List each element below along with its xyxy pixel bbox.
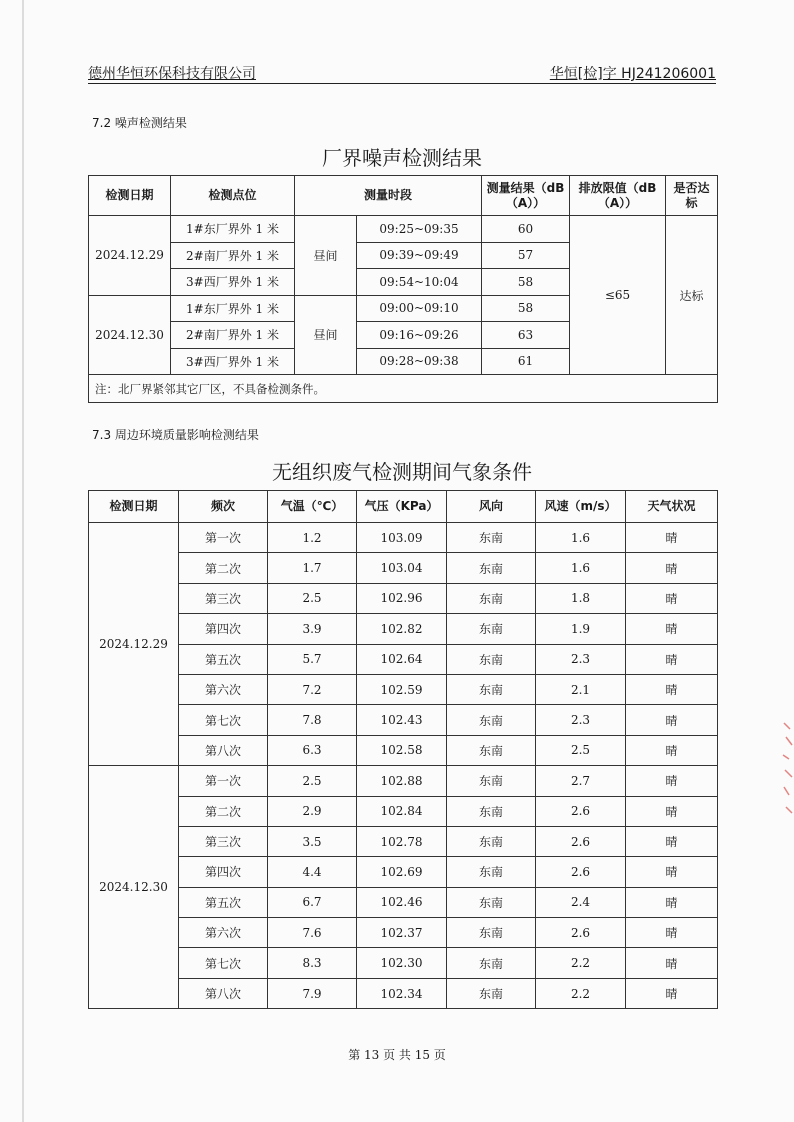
met-table-body <box>89 523 718 1009</box>
col-header-date: 检测日期 <box>89 491 179 523</box>
table-row <box>89 674 718 704</box>
weather-cell: 晴 <box>626 887 718 917</box>
freq-cell: 第一次 <box>179 523 268 553</box>
table-row <box>89 857 718 887</box>
freq-cell: 第七次 <box>179 948 268 978</box>
weather-cell: 晴 <box>626 948 718 978</box>
result-cell: 61 <box>482 348 570 375</box>
pressure-cell: 102.37 <box>357 918 447 948</box>
col-header-compliance: 是否达标 <box>666 176 718 216</box>
wind-speed-cell: 1.6 <box>536 523 626 553</box>
point-cell: 1#东厂界外 1 米 <box>171 295 295 322</box>
table-row <box>89 826 718 856</box>
temp-cell: 8.3 <box>268 948 357 978</box>
date-cell: 2024.12.30 <box>89 766 179 1009</box>
weather-cell: 晴 <box>626 735 718 765</box>
weather-cell: 晴 <box>626 766 718 796</box>
weather-cell: 晴 <box>626 553 718 583</box>
point-cell: 3#西厂界外 1 米 <box>171 348 295 375</box>
freq-cell: 第四次 <box>179 614 268 644</box>
time-cell: 09:16~09:26 <box>357 322 482 349</box>
wind-speed-cell: 2.2 <box>536 978 626 1008</box>
wind-speed-cell: 2.6 <box>536 826 626 856</box>
wind-dir-cell: 东南 <box>447 826 536 856</box>
wind-dir-cell: 东南 <box>447 796 536 826</box>
weather-cell: 晴 <box>626 614 718 644</box>
date-cell: 2024.12.29 <box>89 216 171 296</box>
wind-dir-cell: 东南 <box>447 978 536 1008</box>
time-cell: 09:54~10:04 <box>357 269 482 296</box>
pressure-cell: 102.82 <box>357 614 447 644</box>
wind-dir-cell: 东南 <box>447 523 536 553</box>
wind-speed-cell: 1.9 <box>536 614 626 644</box>
pressure-cell: 102.78 <box>357 826 447 856</box>
wind-speed-cell: 1.8 <box>536 583 626 613</box>
wind-dir-cell: 东南 <box>447 948 536 978</box>
page-binding-edge <box>22 0 24 1122</box>
temp-cell: 7.2 <box>268 674 357 704</box>
table-row <box>89 583 718 613</box>
freq-cell: 第六次 <box>179 674 268 704</box>
date-cell: 2024.12.29 <box>89 523 179 766</box>
col-header-weather: 天气状况 <box>626 491 718 523</box>
temp-cell: 2.5 <box>268 766 357 796</box>
result-cell: 58 <box>482 269 570 296</box>
table-row <box>89 766 718 796</box>
col-header-wind-dir: 风向 <box>447 491 536 523</box>
weather-cell: 晴 <box>626 674 718 704</box>
freq-cell: 第八次 <box>179 978 268 1008</box>
result-cell: 63 <box>482 322 570 349</box>
table-row <box>89 735 718 765</box>
wind-dir-cell: 东南 <box>447 918 536 948</box>
freq-cell: 第五次 <box>179 887 268 917</box>
freq-cell: 第八次 <box>179 735 268 765</box>
temp-cell: 7.6 <box>268 918 357 948</box>
weather-cell: 晴 <box>626 644 718 674</box>
met-section-heading: 7.3 周边环境质量影响检测结果 <box>92 428 259 442</box>
result-cell: 57 <box>482 242 570 269</box>
seal-stamp-fragment <box>780 715 794 825</box>
page-number: 第 13 页 共 15 页 <box>348 1048 446 1062</box>
weather-cell: 晴 <box>626 523 718 553</box>
pressure-cell: 102.88 <box>357 766 447 796</box>
point-cell: 2#南厂界外 1 米 <box>171 242 295 269</box>
pressure-cell: 102.46 <box>357 887 447 917</box>
pressure-cell: 102.30 <box>357 948 447 978</box>
wind-speed-cell: 1.6 <box>536 553 626 583</box>
table-row <box>89 523 718 553</box>
temp-cell: 6.7 <box>268 887 357 917</box>
wind-dir-cell: 东南 <box>447 583 536 613</box>
freq-cell: 第三次 <box>179 826 268 856</box>
table-row <box>89 978 718 1008</box>
freq-cell: 第七次 <box>179 705 268 735</box>
result-cell: 58 <box>482 295 570 322</box>
temp-cell: 6.3 <box>268 735 357 765</box>
col-header-date: 检测日期 <box>89 176 171 216</box>
weather-cell: 晴 <box>626 857 718 887</box>
col-header-temp: 气温（℃） <box>268 491 357 523</box>
table-row <box>89 614 718 644</box>
wind-dir-cell: 东南 <box>447 735 536 765</box>
company-name: 德州华恒环保科技有限公司 <box>88 66 256 82</box>
period-cell: 昼间 <box>295 216 357 296</box>
pressure-cell: 102.34 <box>357 978 447 1008</box>
table-row <box>89 948 718 978</box>
wind-dir-cell: 东南 <box>447 614 536 644</box>
table-row <box>89 553 718 583</box>
pressure-cell: 102.96 <box>357 583 447 613</box>
pressure-cell: 102.64 <box>357 644 447 674</box>
pressure-cell: 102.59 <box>357 674 447 704</box>
point-cell: 3#西厂界外 1 米 <box>171 269 295 296</box>
weather-cell: 晴 <box>626 705 718 735</box>
temp-cell: 3.9 <box>268 614 357 644</box>
pressure-cell: 102.58 <box>357 735 447 765</box>
col-header-freq: 频次 <box>179 491 268 523</box>
pressure-cell: 103.09 <box>357 523 447 553</box>
time-cell: 09:25~09:35 <box>357 216 482 243</box>
temp-cell: 2.5 <box>268 583 357 613</box>
col-header-pressure: 气压（KPa） <box>357 491 447 523</box>
temp-cell: 1.7 <box>268 553 357 583</box>
table-header-row <box>89 176 718 216</box>
table-row <box>89 705 718 735</box>
noise-section-heading: 7.2 噪声检测结果 <box>92 116 187 130</box>
temp-cell: 3.5 <box>268 826 357 856</box>
time-cell: 09:39~09:49 <box>357 242 482 269</box>
meteorological-table <box>88 490 718 1009</box>
weather-cell: 晴 <box>626 796 718 826</box>
table-row <box>89 887 718 917</box>
noise-table-title: 厂界噪声检测结果 <box>322 146 482 170</box>
table-row <box>89 918 718 948</box>
wind-speed-cell: 2.5 <box>536 735 626 765</box>
weather-cell: 晴 <box>626 918 718 948</box>
pressure-cell: 102.69 <box>357 857 447 887</box>
temp-cell: 1.2 <box>268 523 357 553</box>
wind-dir-cell: 东南 <box>447 887 536 917</box>
temp-cell: 7.8 <box>268 705 357 735</box>
report-code: 华恒[检]字 HJ241206001 <box>549 66 716 82</box>
weather-cell: 晴 <box>626 583 718 613</box>
table-row <box>89 644 718 674</box>
wind-dir-cell: 东南 <box>447 553 536 583</box>
wind-speed-cell: 2.6 <box>536 857 626 887</box>
wind-dir-cell: 东南 <box>447 644 536 674</box>
temp-cell: 7.9 <box>268 978 357 1008</box>
temp-cell: 2.9 <box>268 796 357 826</box>
pressure-cell: 102.84 <box>357 796 447 826</box>
table-note-row <box>89 375 718 403</box>
wind-speed-cell: 2.7 <box>536 766 626 796</box>
col-header-limit: 排放限值（dB（A）） <box>570 176 666 216</box>
weather-cell: 晴 <box>626 826 718 856</box>
table-row <box>89 796 718 826</box>
freq-cell: 第六次 <box>179 918 268 948</box>
compliance-cell: 达标 <box>666 216 718 375</box>
col-header-wind-speed: 风速（m/s） <box>536 491 626 523</box>
freq-cell: 第三次 <box>179 583 268 613</box>
wind-speed-cell: 2.6 <box>536 796 626 826</box>
wind-speed-cell: 2.3 <box>536 644 626 674</box>
result-cell: 60 <box>482 216 570 243</box>
limit-cell: ≤65 <box>570 216 666 375</box>
page-header <box>88 62 716 84</box>
pressure-cell: 102.43 <box>357 705 447 735</box>
freq-cell: 第二次 <box>179 553 268 583</box>
table-header-row <box>89 491 718 523</box>
wind-dir-cell: 东南 <box>447 705 536 735</box>
wind-dir-cell: 东南 <box>447 857 536 887</box>
wind-speed-cell: 2.3 <box>536 705 626 735</box>
point-cell: 1#东厂界外 1 米 <box>171 216 295 243</box>
period-cell: 昼间 <box>295 295 357 375</box>
time-cell: 09:28~09:38 <box>357 348 482 375</box>
wind-dir-cell: 东南 <box>447 766 536 796</box>
wind-speed-cell: 2.2 <box>536 948 626 978</box>
weather-cell: 晴 <box>626 978 718 1008</box>
table-row <box>89 216 718 243</box>
freq-cell: 第二次 <box>179 796 268 826</box>
freq-cell: 第五次 <box>179 644 268 674</box>
date-cell: 2024.12.30 <box>89 295 171 375</box>
noise-results-table <box>88 175 718 403</box>
pressure-cell: 103.04 <box>357 553 447 583</box>
wind-speed-cell: 2.1 <box>536 674 626 704</box>
col-header-period: 测量时段 <box>295 176 482 216</box>
col-header-result: 测量结果（dB（A）） <box>482 176 570 216</box>
temp-cell: 5.7 <box>268 644 357 674</box>
table-note: 注：北厂界紧邻其它厂区，不具备检测条件。 <box>89 375 718 403</box>
freq-cell: 第一次 <box>179 766 268 796</box>
temp-cell: 4.4 <box>268 857 357 887</box>
point-cell: 2#南厂界外 1 米 <box>171 322 295 349</box>
met-table-title: 无组织废气检测期间气象条件 <box>272 460 532 484</box>
freq-cell: 第四次 <box>179 857 268 887</box>
col-header-point: 检测点位 <box>171 176 295 216</box>
wind-dir-cell: 东南 <box>447 674 536 704</box>
wind-speed-cell: 2.6 <box>536 918 626 948</box>
time-cell: 09:00~09:10 <box>357 295 482 322</box>
wind-speed-cell: 2.4 <box>536 887 626 917</box>
